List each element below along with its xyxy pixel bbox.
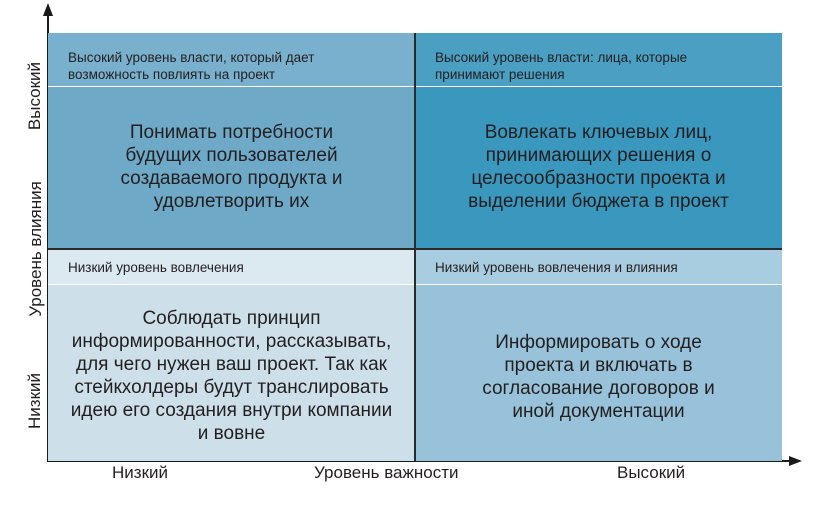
quadrant-top-left <box>48 33 415 249</box>
quadrant-body: Понимать потребности будущих пользователей создаваемого продукта и удовлетворить их <box>120 122 343 212</box>
vertical-divider <box>414 33 416 461</box>
y-axis-high-label: Высокий <box>25 61 44 131</box>
y-axis-title: Уровень влияния <box>26 181 45 317</box>
quadrant-body: Вовлекать ключевых лиц, принимающих решения о целесообразности проекта и выделении бюджета в проект <box>468 122 729 212</box>
quadrant-bottom-left <box>48 249 415 461</box>
quadrant-header: Низкий уровень вовлечения и влияния <box>415 249 782 285</box>
y-axis-arrow-icon <box>43 3 53 16</box>
matrix-grid <box>48 33 782 461</box>
x-axis-arrow-icon <box>789 456 802 466</box>
quadrant-body: Информировать о ходе проекта и включать в согласование договоров и иной документации <box>482 332 715 422</box>
quadrant-header: Высокий уровень власти, который дает возможность повлиять на проект <box>48 33 415 87</box>
x-axis-title: Уровень важности <box>314 463 459 482</box>
quadrant-header: Низкий уровень вовлечения <box>48 249 415 285</box>
x-axis-low-label: Низкий <box>112 463 168 482</box>
y-axis-low-label: Низкий <box>25 373 44 429</box>
quadrant-top-right <box>415 33 782 249</box>
x-axis-high-label: Высокий <box>617 463 686 482</box>
quadrant-bottom-right <box>415 249 782 461</box>
quadrant-body: Соблюдать принцип информированности, рассказывать, для чего нужен ваш проект. Так как стейкхолдеры будут транслировать идею его создания внутри компании и вовне <box>70 308 393 444</box>
horizontal-divider <box>48 248 782 250</box>
quadrant-header: Высокий уровень власти: лица, которые принимают решения <box>415 33 782 87</box>
